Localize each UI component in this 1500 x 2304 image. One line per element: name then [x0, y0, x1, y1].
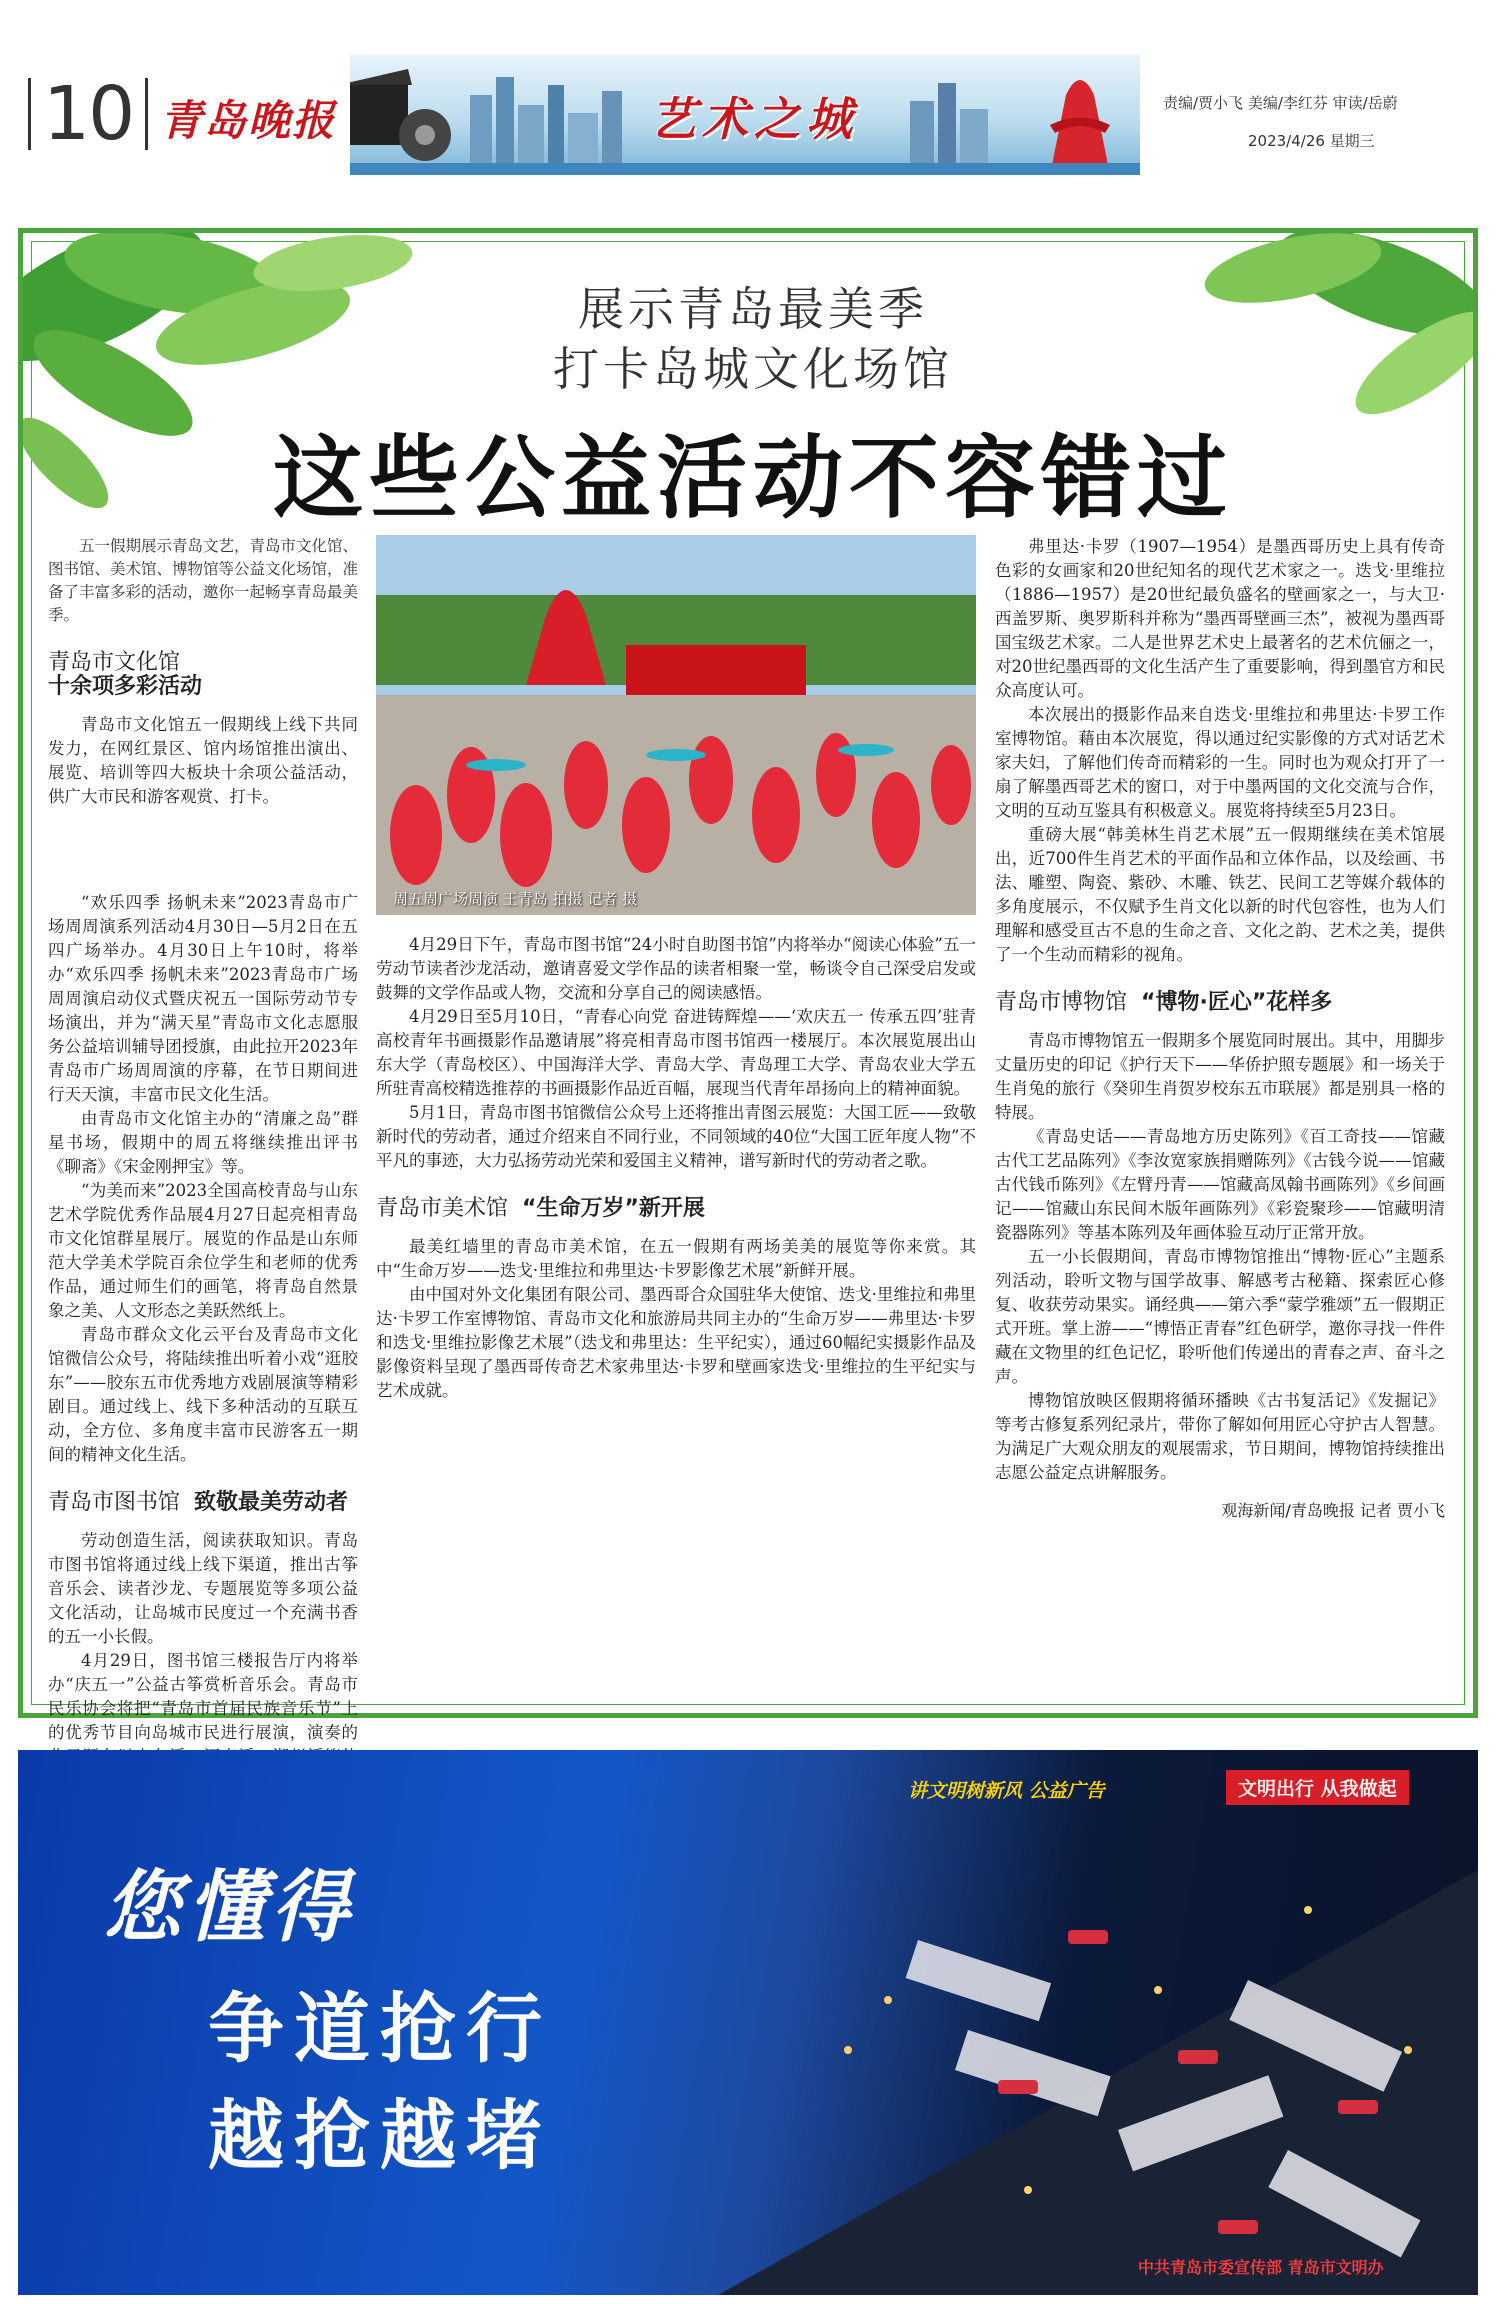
issue-date: 2023/4/26 星期三: [1248, 132, 1375, 150]
paragraph: 博物馆放映区假期将循环播映《古书复活记》《发掘记》等考古修复系列纪录片，带你了解如何用匠心守护古人智慧。为满足广大观众朋友的观展需求，节日期间，博物馆持续推出志愿公益定点讲解服务。: [995, 1391, 1445, 1482]
ad-tag: 讲文明树新风 公益广告: [908, 1780, 1105, 1802]
column-3: [995, 535, 1445, 1523]
paragraph: “欢乐四季 扬帆未来”2023青岛市广场周周演系列活动4月30日—5月2日在五四广场举办。4月30日上午10时，将举办“欢乐四季 扬帆未来”2023青岛市广场周周演启动仪式暨庆祝五一国际劳动节专场演出，并为“满天星”青岛市文化志愿服务公益培训辅导团授旗，由此拉开2023年青岛市广场周周演的序幕，在节日期间进行天天演，丰富市民文化生活。: [48, 893, 358, 1104]
ad-slogan-3: 越抢越堵: [208, 2091, 552, 2180]
section-heading-museum: 青岛市博物馆 “博物·匠心”花样多: [995, 990, 1333, 1015]
ad-sponsor: 中共青岛市委宣传部 青岛市文明办: [1138, 2258, 1384, 2277]
article-frame: [18, 228, 1478, 1742]
paragraph: 青岛市群众文化云平台及青岛市文化馆微信公众号，将陆续推出听着小戏“逛胶东”——胶东五市优秀地方戏剧展演等精彩剧目。通过线上、线下多种活动的互联互动，全方位、多角度丰富市民游客五一期间的精神文化生活。: [48, 1325, 358, 1464]
subtitle-2: 打卡岛城文化场馆: [553, 342, 953, 396]
newspaper-logo: 青岛晚报: [160, 96, 337, 145]
paragraph: 五一小长假期间，青岛市博物馆推出“博物·匠心”主题系列活动，聆听文物与国学故事、解感考古秘籍、探索匠心修复、收获劳动果实。诵经典——第六季“蒙学雅颂”五一假期正式开班。掌上游——“博悟正青春”红色研学，邀你寻找一件件藏在文物里的红色记忆，聆听他们传递出的青春之声、奋斗之声。: [995, 1247, 1445, 1386]
paragraph: 由青岛市文化馆主办的“清廉之岛”群星书场，假期中的周五将继续推出评书《聊斋》《宋金刚押宝》等。: [48, 1109, 358, 1176]
article-photo: [376, 535, 976, 915]
byline: 观海新闻/青岛晚报 记者 贾小飞: [1221, 1501, 1445, 1520]
column-banner: [350, 55, 1140, 175]
paragraph: 青岛市博物馆五一假期多个展览同时展出。其中，用脚步丈量历史的印记《护行天下——华侨护照专题展》和一场关于生肖兔的旅行《癸卯生肖贺岁校东五市联展》都是别具一格的特展。: [995, 1031, 1445, 1122]
column-1-continued: [48, 891, 358, 1793]
paragraph: 4月29日下午，青岛市图书馆“24小时自助图书馆”内将举办“阅读心体验”五一劳动节读者沙龙活动，邀请喜爱文学作品的读者相聚一堂，畅谈令自己深受启发或鼓舞的文学作品或人物，交流和分享自己的阅读感悟。: [376, 935, 976, 1002]
paragraph: 由中国对外文化集团有限公司、墨西哥合众国驻华大使馆、迭戈·里维拉和弗里达·卡罗工作室博物馆、青岛市文化和旅游局共同主办的“生命万岁——弗里达·卡罗和迭戈·里维拉影像艺术展”（迭戈和弗里达：生平纪实），通过60幅纪实摄影作品及影像资料呈现了墨西哥传奇艺术家弗里达·卡罗和壁画家迭戈·里维拉的生平纪实与艺术成就。: [376, 1285, 976, 1400]
plaza-performance-illustration: [376, 535, 976, 915]
public-service-ad: [18, 1750, 1478, 2295]
masthead: [0, 0, 1500, 190]
paragraph: 4月29日，图书馆三楼报告厅内将举办“庆五一”公益古筝赏析音乐会。青岛市民乐协会将把“青岛市首届民族音乐节”上的优秀节目向岛城市民进行展演，演奏的: [48, 1651, 358, 1742]
column-title: 艺术之城: [650, 92, 858, 146]
section-heading-library: 青岛市图书馆 致敬最美劳动者: [48, 1490, 349, 1515]
ad-tag-box: 文明出行 从我做起: [1226, 1770, 1409, 1805]
paragraph: 最美红墙里的青岛市美术馆，在五一假期有两场美美的展览等你来赏。其中“生命万岁——迭戈·里维拉和弗里达·卡罗影像艺术展”新鲜开展。: [376, 1237, 976, 1280]
editor-credits: 责编/贾小飞 美编/李红芬 审读/岳蔚: [1163, 94, 1398, 112]
headline: 这些公益活动不容错过: [273, 426, 1233, 531]
lead-paragraph: 五一假期展示青岛文艺，青岛市文化馆、图书馆、美术馆、博物馆等公益文化场馆，准备了丰富多彩的活动，邀你一起畅享青岛最美季。: [48, 537, 359, 624]
section-heading-culture-center: 青岛市文化馆 十余项多彩活动: [48, 650, 203, 699]
paragraph: 青岛市文化馆五一假期线上线下共同发力，在网红景区、馆内场馆推出演出、展览、培训等四大板块十余项公益活动，供广大市民和游客观赏、打卡。: [48, 715, 358, 806]
paragraph: 5月1日，青岛市图书馆微信公众号上还将推出青图云展览：大国工匠——致敬新时代的劳动者，通过介绍来自不同行业，不同领域的40位“大国工匠年度人物”不平凡的事迹，大力弘扬劳动光荣和爱国主义精神，谱写新时代的劳动者之歌。: [376, 1103, 976, 1170]
ad-slogan-1: 您懂得: [103, 1862, 356, 1953]
paragraph: 《青岛史话——青岛地方历史陈列》《百工奇技——馆藏古代工艺品陈列》《李汝宽家族捐赠陈列》《古钱今说——馆藏古代钱币陈列》《左臂丹青——馆藏高凤翰书画陈列》《乡间画记——馆藏山东民间木版年画陈列》《彩瓷聚珍——馆藏明清瓷器陈列》等基本陈列及年画体验互动厅正常开放。: [995, 1127, 1445, 1242]
paragraph: 4月29日至5月10日，“青春心向党 奋进铸辉煌——‘欢庆五一 传承五四’驻青高校青年书画摄影作品邀请展”将亮相青岛市图书馆西一楼展厅。本次展览展出山东大学（青岛校区）、中国海洋大学、青岛大学、青岛理工大学、青岛农业大学五所驻青高校精选推荐的书画摄影作品近百幅，展现当代青年昂扬向上的精神面貌。: [376, 1007, 976, 1098]
photo-caption: 周五周广场周演 王青岛 拍摄 记者 摄: [393, 890, 638, 908]
paragraph: 弗里达·卡罗（1907—1954）是墨西哥历史上具有传奇色彩的女画家和20世纪知名的现代艺术家之一。迭戈·里维拉（1886—1957）是20世纪最负盛名的壁画家之一，与大卫·西盖罗斯、奥罗斯科并称为“墨西哥壁画三杰”，被视为墨西哥国宝级艺术家。二人是世界艺术史上最著名的艺术伉俪之一，对20世纪墨西哥的文化生活产生了重要影响，得到墨官方和民众高度认可。: [995, 537, 1445, 700]
paragraph: 本次展出的摄影作品来自迭戈·里维拉和弗里达·卡罗工作室博物馆。藉由本次展览，得以通过纪实影像的方式对话艺术家夫妇，了解他们传奇而精彩的一生。同时也为观众打开了一扇了解墨西哥艺术的窗口，对于中墨两国的文化交流与合作，文明的互动互鉴具有积极意义。展览将持续至5月23日。: [995, 705, 1445, 820]
section-heading-art-museum: 青岛市美术馆 “生命万岁”新开展: [376, 1196, 705, 1221]
paragraph: “为美而来”2023全国高校青岛与山东艺术学院优秀作品展4月27日起亮相青岛市文化馆群星展厅。展览的作品是山东师范大学美术学院百余位学生和老师的优秀作品，通过师生们的画笔，将青岛自然景象之美、人文形态之美跃然纸上。: [48, 1181, 358, 1320]
column-2: [376, 933, 976, 1403]
page-number: 10: [28, 78, 148, 150]
column-1: [48, 535, 358, 809]
paragraph: 重磅大展“韩美林生肖艺术展”五一假期继续在美术馆展出，近700件生肖艺术的平面作品和立体作品，以及绘画、书法、雕塑、陶瓷、紫砂、木雕、铁艺、民间工艺等媒介载体的多角度展示，不仅赋予生肖文化以新的时代包容性，也为人们理解和感受亘古不息的生命之音、文化之韵、艺术之美，提供了一个生动而精彩的视角。: [995, 825, 1445, 964]
ad-slogan-2: 争道抢行: [208, 1984, 552, 2073]
subtitle-1: 展示青岛最美季: [578, 282, 928, 336]
paragraph: 劳动创造生活，阅读获取知识。青岛市图书馆将通过线上线下渠道，推出古筝音乐会、读者沙龙、专题展览等多项公益文化活动，让岛城市民度过一个充满书香的五一小长假。: [48, 1531, 358, 1646]
